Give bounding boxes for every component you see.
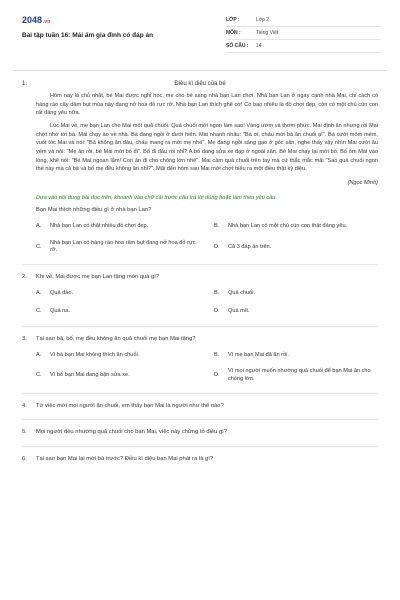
option-d[interactable]: D. Cả 3 đáp án trên. [214,243,272,250]
info-value: 14 [256,42,262,49]
passage-author: (Ngọc Minh) [347,180,378,186]
site-logo[interactable]: 2048.vn [22,15,51,25]
info-value: Tiếng Việt [256,29,279,36]
question-number: 4. [22,402,27,409]
option-a[interactable]: A. Nhà bạn Lan có thật nhiều đồ chơi đẹp. [36,222,149,229]
question-number: 6. [22,456,27,463]
question-text: Tại sao bạn Mai lại mời bà trước? Điều kì diệu bạn Mai phát ra là gì? [36,456,214,463]
answer-options [22,222,378,255]
question-2 [22,274,378,317]
question-divider [22,446,378,447]
option-b[interactable]: B. Nhà bạn Lan có một chú cún con thật đáng yêu. [214,222,348,229]
question-number: 5. [22,429,27,436]
passage-title: Điều kì diệu của bé [174,81,226,87]
question-3 [22,336,378,384]
answer-options [22,350,378,383]
page-title: Bài tập tuần 16: Mái ấm gia đình có đáp án [22,32,154,39]
passage-paragraph: Lúc Mai về, mẹ bạn Lan cho Mai một quả chuối. Quả chuối mới ngon làm sao! Vàng ươm và thơm phức. Mai định ăn nhưng rồi Mai chợt nhớ tới bà. Mai chạy ào về nhà. Bà đang ngồi ở dưới hiên. Mai nhanh nhảu: "Bà ơi, cháu mời bà ăn chuối ạ!". Bà cười móm mém, vuốt tóc Mai và nói: "Bà không ăn đâu, cháu mang ra mời mẹ nhé". Mẹ đang ngồi sàng gạo ở góc sân, nghe thấy vậy nhìn Mai cười âu yếm và nói: "Mẹ ăn rồi, bé Mai mời bố đi". Bố đi đâu rồi nhỉ? A bố đang sửa xe đạp ở ngoài sân. Bé Mai chạy lại mời bố. Bố ôm Mai vào lòng, khẽ nói: "Bé Mai ngoan lắm! Con ăn đi cho chóng lớn nhé". Mai cầm quả chuối trên tay mà cứ thắc mắc mãi "Sao quả chuối ngon thế này mà cả bà và bố mẹ đều không ăn nhỉ?". Mãi đến hôm sau Mai mới chợt hiểu ra một điều thật kỳ diệu. [36,123,378,173]
option-b[interactable]: B. Quả chuối. [214,289,256,296]
question-1 [22,80,378,255]
info-key: SỐ CÂU : [226,42,249,49]
option-b[interactable]: B. Vì mẹ bạn Mai đã ăn rồi. [214,351,289,358]
option-d[interactable]: D. Quả mít. [214,307,250,314]
question-number: 1. [22,81,28,87]
option-c[interactable]: C. Quả na. [36,307,70,314]
info-key: MÔN : [226,29,241,36]
question-divider [22,326,378,327]
question-divider [22,393,378,394]
question-text: Khi về, Mai được mẹ bạn Lan tặng món quà gì? [36,273,160,280]
info-row-count [226,40,381,53]
option-c[interactable]: C. Nhà bạn Lan có hàng rào hoa râm bụt đang nở hoa đỏ rực rỡ. [36,239,196,254]
page-header [0,0,400,66]
question-text: Từ việc mời mọi người ăn chuối, em thấy bạn Mai là người như thế nào? [36,402,224,409]
question-number: 2. [22,273,27,280]
question-text: Tại sao bà, bố, mẹ đều không ăn quả chuối mẹ bạn Mai tặng? [36,335,196,342]
info-key: LỚP : [226,16,240,23]
question-6 [22,456,378,464]
passage-paragraph: Hôm nay là chủ nhật, bé Mai được nghỉ học, mẹ cho bé sang nhà bạn Lan chơi. Nhà bạn Lan ở ngay cạnh nhà Mai, chỉ cách có hàng rào cây dâm bụt mùa này đang nở hoa đỏ rực rỡ. Nhà bạn Lan thích ghê cơ! Có bao nhiêu là đồ chơi đẹp, còn có một chú cún con rất đáng yêu nữa. [36,93,378,117]
question-list [22,80,378,464]
info-box [226,14,381,53]
info-row-class [226,14,381,27]
option-d[interactable]: D. Vì mọi người muốn nhường quả chuối để bạn Mai ăn cho chóng lớn. [214,368,371,383]
question-number: 3. [22,335,27,342]
option-c[interactable]: C. Vì bố bạn Mai đang bận sửa xe. [36,372,130,379]
info-row-subject [226,27,381,40]
question-divider [22,264,378,265]
info-value: Lớp 2 [256,16,270,23]
question-text: Bạn Mai thích những điều gì ở nhà bạn Lan? [36,206,152,213]
question-divider [22,419,378,420]
question-5 [22,429,378,437]
instruction-text: Dựa vào nội dung bài đọc trên, khoanh vào chữ cái trước câu trả lời đúng hoặc làm theo yêu cầu. [36,194,277,201]
question-text: Mọi người đều nhường quả chuối cho bạn Mai, việc này chứng tỏ điều gì? [36,429,228,436]
question-4 [22,403,378,411]
option-a[interactable]: A. Vì bà bạn Mai không thích ăn chuối. [36,351,140,358]
header-divider [14,70,386,71]
option-a[interactable]: A. Quả đào. [36,289,74,296]
answer-options [22,289,378,317]
